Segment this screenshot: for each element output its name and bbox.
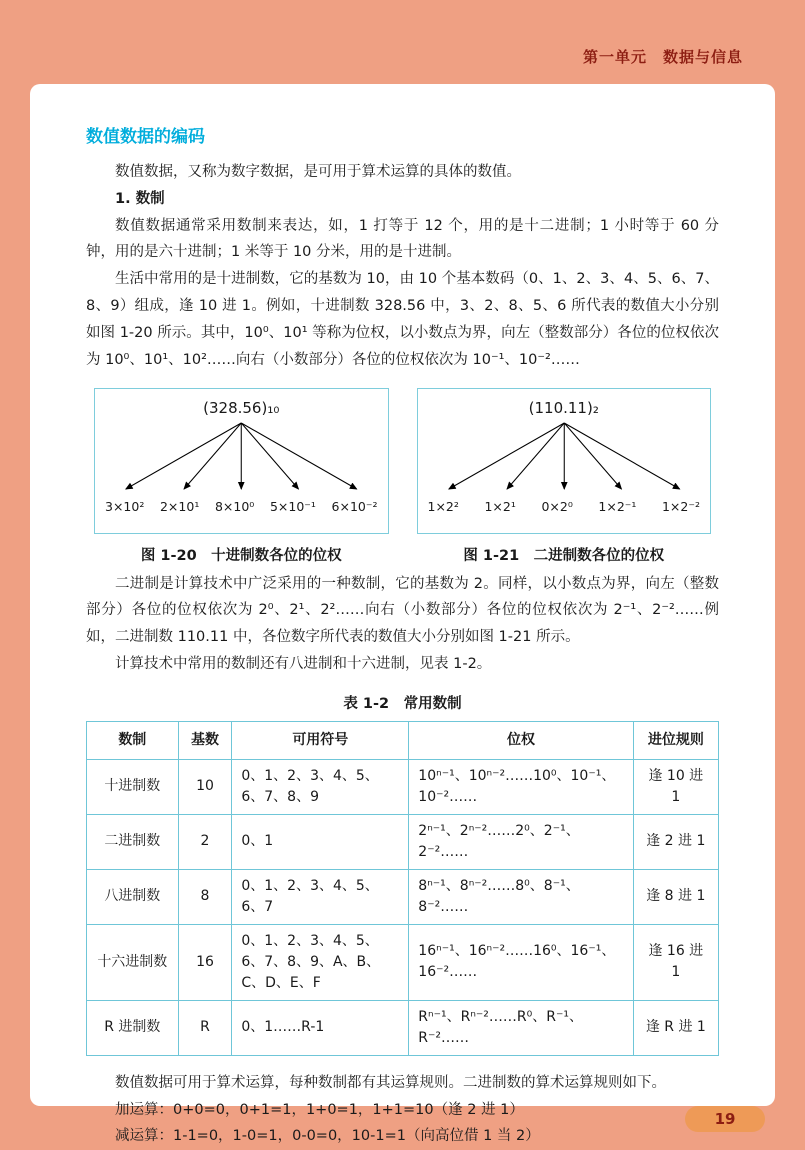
table-cell: R xyxy=(178,1000,232,1055)
para-decimal: 生活中常用的是十进制数，它的基数为 10，由 10 个基本数码（0、1、2、3、4、5、6、7、8、9）组成，逢 10 进 1。例如，十进制数 328.56 中，3、2、8、5、6 所代表的数值大小分别如图 1-20 所示。其中，10⁰、10¹ 等称为位权，以小数点为界，向左（整数部分）各位的位权依次为 10⁰、10¹、10²……向右（小数部分）各位的位权依次为 10⁻¹、10⁻²…… xyxy=(86,271,719,368)
para-binary: 二进制是计算技术中广泛采用的一种数制，它的基数为 2。同样，以小数点为界，向左（整数部分）各位的位权依次为 2⁰、2¹、2²……向右（小数部分）各位的位权依次为 2⁻¹、2⁻²……例如，二进制数 110.11 中，各位数字所代表的数值大小分别如图 1-21 所示。 xyxy=(86,575,719,646)
para-number-system: 数值数据通常采用数制来表达，如，1 打等于 12 个，用的是十二进制；1 小时等于 60 分钟，用的是六十进制；1 米等于 10 分米，用的是十进制。 xyxy=(86,217,719,261)
figure-binary xyxy=(417,388,712,565)
subhead-number-system: 1. 数制 xyxy=(115,190,165,207)
table-title: 表 1-2 常用数制 xyxy=(343,695,462,712)
figure-number-label: (328.56)₁₀ xyxy=(203,398,280,417)
rule-subtraction: 减运算：1-1=0，1-0=1，0-0=0，10-1=1（向高位借 1 当 2） xyxy=(115,1128,540,1145)
figure-weight-labels xyxy=(103,499,380,514)
table-cell: 8 xyxy=(178,869,232,924)
weight-label: 6×10⁻² xyxy=(331,498,378,514)
figure-number-label: (110.11)₂ xyxy=(528,398,599,417)
table-row xyxy=(87,1000,719,1055)
column-header-system: 数制 xyxy=(87,721,179,759)
figure-decimal-box xyxy=(94,388,389,534)
section-title: 数值数据的编码 xyxy=(86,127,205,147)
table-header-row xyxy=(87,721,719,759)
table-cell: 逢 R 进 1 xyxy=(633,1000,718,1055)
table-cell: 十进制数 xyxy=(87,759,179,814)
table-cell: 0、1、2、3、4、5、6、7 xyxy=(232,869,409,924)
weight-label: 8×10⁰ xyxy=(214,498,255,514)
column-header-weights: 位权 xyxy=(409,721,633,759)
table-cell: 逢 10 进 1 xyxy=(633,759,718,814)
table-cell: 2 xyxy=(178,814,232,869)
table-cell: 逢 16 进 1 xyxy=(633,924,718,1000)
table-cell: 10ⁿ⁻¹、10ⁿ⁻²……10⁰、10⁻¹、10⁻²…… xyxy=(409,759,633,814)
figure-arrows xyxy=(426,419,703,497)
table-cell: R 进制数 xyxy=(87,1000,179,1055)
figure-binary-box xyxy=(417,388,712,534)
column-header-symbols: 可用符号 xyxy=(232,721,409,759)
para-arithmetic: 数值数据可用于算术运算，每种数制都有其运算规则。二进制数的算术运算规则如下。 xyxy=(115,1074,666,1091)
column-header-base: 基数 xyxy=(178,721,232,759)
weight-label: 1×2⁻² xyxy=(661,498,700,514)
weight-label: 2×10¹ xyxy=(159,498,200,514)
figure-arrows xyxy=(103,419,380,497)
table-cell: 0、1 xyxy=(232,814,409,869)
weight-label: 1×2⁻¹ xyxy=(598,498,637,514)
figure-decimal xyxy=(94,388,389,565)
common-number-systems-table xyxy=(86,721,719,1056)
table-cell: 10 xyxy=(178,759,232,814)
weight-label: 5×10⁻¹ xyxy=(269,498,316,514)
table-row xyxy=(87,814,719,869)
figure-caption: 图 1-21 二进制数各位的位权 xyxy=(463,547,665,564)
table-cell: 0、1、2、3、4、5、6、7、8、9、A、B、C、D、E、F xyxy=(232,924,409,1000)
page-number: 19 xyxy=(714,1110,736,1128)
table-cell: 逢 2 进 1 xyxy=(633,814,718,869)
table-row xyxy=(87,924,719,1000)
table-cell: 8ⁿ⁻¹、8ⁿ⁻²……8⁰、8⁻¹、8⁻²…… xyxy=(409,869,633,924)
column-header-carry-rule: 进位规则 xyxy=(633,721,718,759)
figure-caption: 图 1-20 十进制数各位的位权 xyxy=(140,547,342,564)
page-number-pill xyxy=(685,1106,765,1132)
table-row xyxy=(87,869,719,924)
figure-weight-labels xyxy=(426,499,703,514)
table-cell: 16ⁿ⁻¹、16ⁿ⁻²……16⁰、16⁻¹、16⁻²…… xyxy=(409,924,633,1000)
table-cell: 逢 8 进 1 xyxy=(633,869,718,924)
unit-header: 第一单元 数据与信息 xyxy=(582,48,743,66)
rule-addition: 加运算：0+0=0，0+1=1，1+0=1，1+1=10（逢 2 进 1） xyxy=(115,1101,524,1118)
table-cell: 16 xyxy=(178,924,232,1000)
table-row xyxy=(87,759,719,814)
weight-label: 0×2⁰ xyxy=(541,498,573,514)
para-other-systems: 计算技术中常用的数制还有八进制和十六进制，见表 1-2。 xyxy=(115,655,492,672)
weight-label: 1×2² xyxy=(427,498,459,514)
table-cell: 0、1、2、3、4、5、6、7、8、9 xyxy=(232,759,409,814)
figures-row xyxy=(94,388,711,565)
table-cell: 2ⁿ⁻¹、2ⁿ⁻²……2⁰、2⁻¹、2⁻²…… xyxy=(409,814,633,869)
weight-label: 1×2¹ xyxy=(484,498,516,514)
table-cell: 十六进制数 xyxy=(87,924,179,1000)
table-cell: 二进制数 xyxy=(87,814,179,869)
table-cell: 0、1……R-1 xyxy=(232,1000,409,1055)
table-cell: Rⁿ⁻¹、Rⁿ⁻²……R⁰、R⁻¹、R⁻²…… xyxy=(409,1000,633,1055)
para-intro: 数值数据，又称为数字数据，是可用于算术运算的具体的数值。 xyxy=(115,164,521,180)
table-cell: 八进制数 xyxy=(87,869,179,924)
weight-label: 3×10² xyxy=(105,498,145,514)
